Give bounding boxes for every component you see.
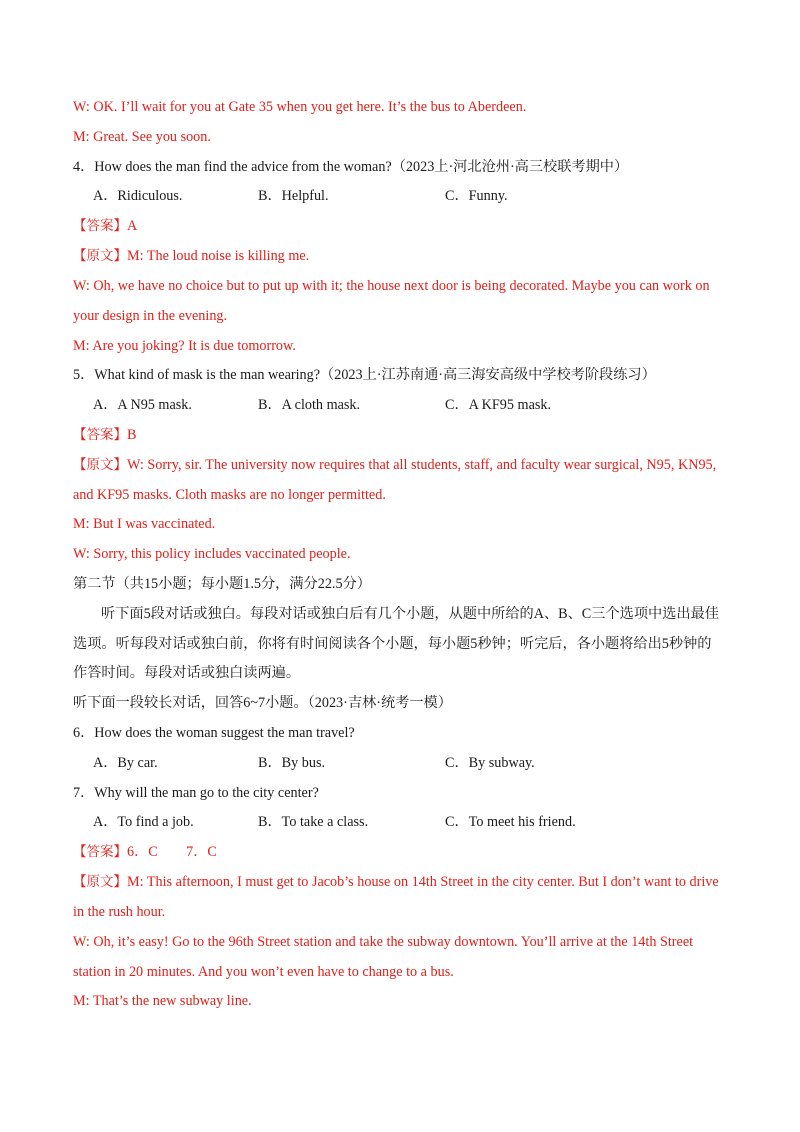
answer-value: A — [127, 218, 138, 234]
transcript-line — [73, 455, 716, 475]
transcript-line: and KF95 masks. Cloth masks are no longer permitted. — [73, 487, 386, 503]
answer-label: 【答案】 — [73, 427, 127, 443]
section-heading: 第二节（共15小题；每小题1.5分，满分22.5分） — [73, 576, 371, 592]
transcript-line: M: But I was vaccinated. — [73, 516, 216, 532]
transcript-line: W: Sorry, this policy includes vaccinated people. — [73, 546, 351, 562]
answer-label: 【答案】 — [73, 218, 127, 234]
option-b: B．By bus. — [258, 755, 326, 771]
instruction-text: 听下面5段对话或独白。每段对话或独白后有几个小题，从题中所给的A、B、C三个选项中选出最佳 — [101, 606, 719, 622]
instruction-text: 作答时间。每段对话或独白读两遍。 — [73, 665, 301, 681]
answer-line — [73, 216, 137, 236]
transcript-line: in the rush hour. — [73, 904, 166, 920]
transcript-text: W: Sorry, sir. The university now requires that all students, staff, and faculty wear surgical, N95, KN95, — [127, 457, 717, 473]
option-b: B．To take a class. — [258, 814, 369, 830]
instruction-text: 选项。听每段对话或独白前，你将有时间阅读各个小题，每小题5秒钟；听完后，各小题将给出5秒钟的 — [73, 636, 712, 652]
option-c: C．Funny. — [445, 188, 508, 204]
transcript-line: your design in the evening. — [73, 308, 228, 324]
question-5: 5．What kind of mask is the man wearing?（2023上·江苏南通·高三海安高级中学校考阶段练习） — [73, 367, 656, 383]
transcript-line: M: Great. See you soon. — [73, 129, 211, 145]
option-b: B．Helpful. — [258, 188, 329, 204]
option-c: C．A KF95 mask. — [445, 397, 552, 413]
option-a: A．Ridiculous. — [93, 188, 183, 204]
question-7: 7．Why will the man go to the city center? — [73, 785, 319, 801]
transcript-line: M: That’s the new subway line. — [73, 993, 252, 1009]
answer-line — [73, 425, 136, 445]
transcript-line: station in 20 minutes. And you won’t even have to change to a bus. — [73, 964, 454, 980]
transcript-text: M: The loud noise is killing me. — [127, 248, 310, 264]
option-b: B．A cloth mask. — [258, 397, 361, 413]
option-c: C．To meet his friend. — [445, 814, 576, 830]
transcript-label: 【原文】 — [73, 457, 127, 473]
transcript-line — [73, 246, 309, 266]
answer-label: 【答案】 — [73, 844, 127, 860]
option-a: A．To find a job. — [93, 814, 194, 830]
transcript-line — [73, 872, 719, 892]
answer-line — [73, 842, 217, 862]
transcript-line: W: Oh, we have no choice but to put up with it; the house next door is being decorated. Maybe you can work on — [73, 278, 710, 294]
transcript-label: 【原文】 — [73, 874, 127, 890]
transcript-label: 【原文】 — [73, 248, 127, 264]
option-c: C．By subway. — [445, 755, 535, 771]
transcript-line: W: Oh, it’s easy! Go to the 96th Street station and take the subway downtown. You’ll arrive at the 14th Street — [73, 934, 694, 950]
transcript-text: M: This afternoon, I must get to Jacob’s house on 14th Street in the city center. But I don’t want to drive — [127, 874, 719, 890]
question-4: 4．How does the man find the advice from the woman?（2023上·河北沧州·高三校联考期中） — [73, 159, 629, 175]
transcript-line: M: Are you joking? It is due tomorrow. — [73, 338, 296, 354]
answer-value: 6．C 7．C — [127, 844, 217, 860]
transcript-line: W: OK. I’ll wait for you at Gate 35 when you get here. It’s the bus to Aberdeen. — [73, 99, 527, 115]
option-a: A．A N95 mask. — [93, 397, 192, 413]
listening-prompt: 听下面一段较长对话，回答6~7小题。（2023·吉林·统考一模） — [73, 695, 452, 711]
option-a: A．By car. — [93, 755, 158, 771]
answer-value: B — [127, 427, 137, 443]
question-6: 6．How does the woman suggest the man travel? — [73, 725, 355, 741]
